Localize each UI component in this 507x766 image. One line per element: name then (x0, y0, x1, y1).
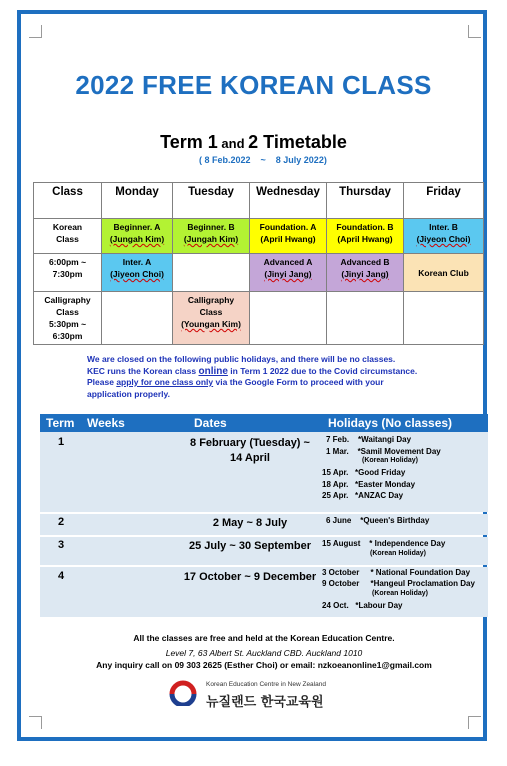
holiday-item: 1 Mar. *Samil Movement Day (326, 447, 441, 456)
footer-contact: Any inquiry call on 09 303 2625 (Esther Choi) or email: nzkoeanonline1@gmail.com (96, 660, 432, 670)
term-number: 3 (58, 539, 65, 551)
taegeuk-logo-icon (168, 680, 198, 706)
term-row (40, 567, 488, 617)
kec-logo (168, 678, 328, 708)
cell-empty (404, 292, 484, 345)
cell-beginner-b: Beginner. B (Jungah Kim) (173, 219, 250, 254)
footer-address: Level 7, 63 Albert St. Auckland CBD. Auckland 1010 (165, 648, 363, 658)
header-dates: Dates (194, 416, 227, 430)
date-range: ( 8 Feb.2022 ~ 8 July 2022) (199, 155, 327, 165)
holiday-note: (Korean Holiday) (372, 590, 429, 597)
header-term: Term (46, 416, 75, 430)
holiday-item: 9 October *Hangeul Proclamation Day (322, 579, 475, 588)
term-dates: 25 July ~ 30 September (189, 540, 311, 552)
logo-subtitle: Korean Education Centre in New Zealand (206, 681, 326, 688)
class-label: Korean Class (34, 219, 102, 254)
calligraphy-label: Calligraphy Class 5:30pm ~ 6:30pm (34, 292, 102, 345)
header-thursday: Thursday (327, 183, 404, 219)
timetable-heading (0, 132, 507, 153)
cell-advanced-b: Advanced B (Jinyi Jang) (327, 254, 404, 292)
holiday-item: 7 Feb. *Waitangi Day (326, 435, 412, 444)
header-monday: Monday (102, 183, 173, 219)
cell-empty (173, 254, 250, 292)
header-weeks: Weeks (87, 416, 125, 430)
crop-mark (29, 25, 42, 38)
term-row (40, 537, 488, 565)
timetable-header-row (34, 183, 484, 219)
footer-free-classes: All the classes are free and held at the Korean Education Centre. (133, 633, 395, 643)
timetable-row (34, 254, 484, 292)
cell-beginner-a: Beginner. A (Jungah Kim) (102, 219, 173, 254)
term-number: 2 (58, 516, 65, 528)
cell-advanced-a: Advanced A (Jinyi Jang) (250, 254, 327, 292)
page-title: 2022 FREE KOREAN CLASS (75, 70, 432, 100)
holiday-note: (Korean Holiday) (362, 457, 419, 464)
cell-empty (327, 292, 404, 345)
holiday-item: 24 Oct. *Labour Day (322, 601, 403, 610)
term-number: 1 (58, 436, 65, 448)
heading-timetable: 2 Timetable (248, 132, 347, 152)
class-time: 6:00pm ~ 7:30pm (34, 254, 102, 292)
cell-empty (102, 292, 173, 345)
heading-term: Term 1 (160, 132, 218, 152)
header-tuesday: Tuesday (173, 183, 250, 219)
header-friday: Friday (404, 183, 484, 219)
timetable (33, 182, 484, 345)
crop-mark (29, 716, 42, 729)
term-row (40, 514, 488, 535)
term-dates: 8 February (Tuesday) ~ 14 April (190, 437, 310, 464)
notice-line: application properly. (87, 388, 170, 399)
cell-inter-b: Inter. B (Jiyeon Choi) (404, 219, 484, 254)
notice (87, 354, 447, 400)
cell-foundation-a: Foundation. A (April Hwang) (250, 219, 327, 254)
online-link: online (198, 365, 228, 377)
heading-and: and (217, 136, 249, 151)
cell-korean-club: Korean Club (404, 254, 484, 292)
holiday-item: 15 August * Independence Day (322, 539, 446, 548)
holidays-header (40, 414, 488, 432)
logo-name: 뉴질랜드 한국교육원 (206, 695, 324, 710)
notice-line: We are closed on the following public holidays, and there will be no classes. (87, 354, 396, 364)
notice-line: Please apply for one class only via the Google Form to proceed with your (87, 377, 384, 387)
term-row (40, 432, 488, 512)
cell-inter-a: Inter. A (Jiyeon Choi) (102, 254, 173, 292)
holiday-note: (Korean Holiday) (370, 550, 427, 557)
crop-mark (468, 25, 481, 38)
timetable-row (34, 292, 484, 345)
cell-foundation-b: Foundation. B (April Hwang) (327, 219, 404, 254)
holiday-item: 6 June *Queen's Birthday (326, 516, 430, 525)
holiday-item: 15 Apr. *Good Friday (322, 468, 406, 477)
holiday-item: 18 Apr. *Easter Monday (322, 480, 416, 489)
notice-line: KEC runs the Korean class online in Term 1 2022 due to the Covid circumstance. (87, 365, 418, 377)
header-holidays: Holidays (No classes) (328, 416, 453, 430)
holiday-item: 25 Apr. *ANZAC Day (322, 491, 404, 500)
term-dates: 17 October ~ 9 December (183, 571, 317, 583)
term-number: 4 (58, 570, 65, 582)
apply-link: apply for one class only (116, 377, 214, 387)
crop-mark (468, 716, 481, 729)
holiday-item: 3 October * National Foundation Day (322, 568, 471, 577)
header-wednesday: Wednesday (250, 183, 327, 219)
cell-empty (250, 292, 327, 345)
header-class: Class (34, 183, 102, 219)
timetable-row (34, 219, 484, 254)
cell-calligraphy: Calligraphy Class (Youngan Kim) (173, 292, 250, 345)
term-dates: 2 May ~ 8 July (212, 517, 288, 529)
